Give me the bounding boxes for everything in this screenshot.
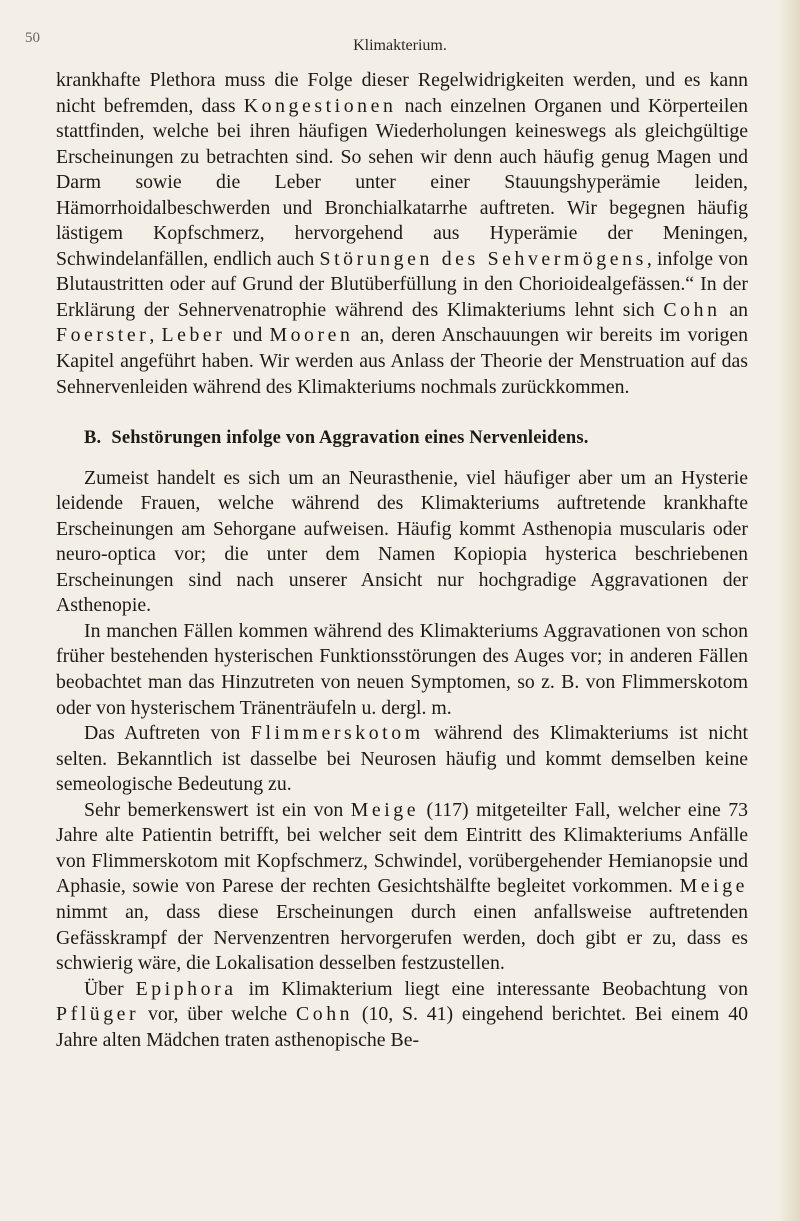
paragraph-6: [56, 977, 748, 1054]
author-cohn: Cohn: [663, 298, 721, 321]
paragraph-5: [56, 798, 748, 977]
paragraph-4: [56, 721, 748, 798]
paragraph-1-text: , infolge von Blutaustritten oder auf Grund der Blutüberfüllung in den Chorioidealgefässen.“ In der Erklärung der Sehnervenatrophie während des Klimakteriums lehnt sich: [56, 247, 748, 321]
page-edge-shadow: [778, 0, 800, 1221]
paragraph-1-text: und: [225, 324, 270, 347]
paragraph-5-text: nimmt an, dass diese Erscheinungen durch einen anfallsweise auftretenden Gefässkrampf der Nervenzentren hervorgerufen werden, doch gibt er zu, dass es schwierig wäre, die Lokalisation desselben festzustellen.: [56, 900, 748, 975]
page-body: [56, 68, 748, 1053]
author-cohn: Cohn: [295, 1003, 354, 1026]
section-title: Sehstörungen infolge von Aggravation eines Nervenleidens.: [111, 428, 589, 449]
emphasis-stoerungen-des-sehvermoegens: Störungen des Sehvermögens: [319, 247, 647, 270]
paragraph-1-text: nach einzelnen Organen und Körperteilen stattfinden, welche bei ihren häufigen Wiederholungen keineswegs als gleichgültige Erscheinungen zu betrachten sind. So sehen wir denn auch häufig genug Magen und Darm sowie die Leber unter einer Stauungshyperämie leiden, Hämorrhoidalbeschwerden und Bronchialkatarrhe auftreten. Wir begegnen häufig lästigem Kopfschmerz, hervorgehend aus Hyperämie der Meningen, Schwindelanfällen, endlich auch: [56, 94, 748, 270]
paragraph-6-text: Über: [84, 977, 136, 1000]
paragraph-6-text: (10, S. 41) eingehend berichtet. Bei einem 40 Jahre alten Mädchen traten asthenopische Be-: [56, 1003, 748, 1051]
paragraph-3: In manchen Fällen kommen während des Klimakteriums Aggravationen von schon früher bestehenden hysterischen Funktionsstörungen des Auges vor; in anderen Fällen beobachtet man das Hinzutreten von neuen Symptomen, so z. B. von Flimmerskotom oder von hysterischem Tränenträufeln u. dergl. m.: [56, 619, 748, 719]
emphasis-flimmerskotom: Flimmerskotom: [250, 722, 424, 745]
paragraph-5-text: (117) mitgeteilter Fall, welcher eine 73 Jahre alte Patientin betrifft, bei welcher seit dem Eintritt des Klimakteriums Anfälle von Flimmerskotom mit Kopfschmerz, Schwindel, vorübergehender Hemianopsie und Aphasie, sowie von Parese der rechten Gesichtshälfte begleitet vorkommen.: [56, 798, 748, 898]
paragraph-1: [56, 68, 748, 400]
paragraph-1-text: an, deren Anschauungen wir bereits im vorigen Kapitel angeführt haben. Wir werden aus Anlass der Theorie der Menstruation auf das Sehnervenleiden während des Klimakteriums nochmals zurückkommen.: [56, 324, 749, 398]
section-heading-b: [84, 426, 748, 452]
paragraph-6-text: vor, über welche: [139, 1003, 296, 1026]
author-pflueger: Pflüger: [56, 1003, 140, 1026]
author-foerster: Foerster: [56, 324, 150, 347]
page-number: 50: [25, 30, 40, 46]
paragraph-4-text: während des Klimakteriums ist nicht selten. Bekanntlich ist dasselbe bei Neurosen häufig und kommt demselben keine semeologische Bedeutung zu.: [56, 722, 748, 796]
author-mooren: Mooren: [269, 324, 354, 347]
author-meige: Meige: [350, 798, 420, 821]
running-head: Klimakterium.: [353, 37, 447, 54]
paragraph-1-text: an: [720, 298, 748, 321]
paragraph-2: Zumeist handelt es sich um an Neurasthenie, viel häufiger aber um an Hysterie leidende Frauen, welche während des Klimakteriums auftretende krankhafte Erscheinungen am Sehorgane aufweisen. Häufig kommt Asthenopia muscularis oder neuro-optica vor; die unter dem Namen Kopiopia hysterica beschriebenen Erscheinungen sind nach unserer Ansicht nur hochgradige Aggravationen der Asthenopie.: [56, 466, 748, 617]
paragraph-5-text: Sehr bemerkenswert ist ein von: [84, 798, 351, 821]
paragraph-1-text: krankhafte Plethora muss die Folge dieser Regelwidrigkeiten werden, und es kann nicht befremden, dass: [56, 69, 748, 117]
author-leber: Leber: [161, 324, 226, 347]
section-letter: B.: [84, 428, 102, 449]
paragraph-6-text: im Klimakterium liegt eine interessante Beobachtung von: [236, 977, 748, 1000]
emphasis-kongestionen: Kongestionen: [243, 94, 397, 117]
paragraph-4-text: Das Auftreten von: [84, 722, 251, 745]
paragraph-1-text: ,: [149, 324, 162, 347]
author-meige: Meige: [679, 875, 748, 898]
emphasis-epiphora: Epiphora: [135, 977, 237, 1000]
